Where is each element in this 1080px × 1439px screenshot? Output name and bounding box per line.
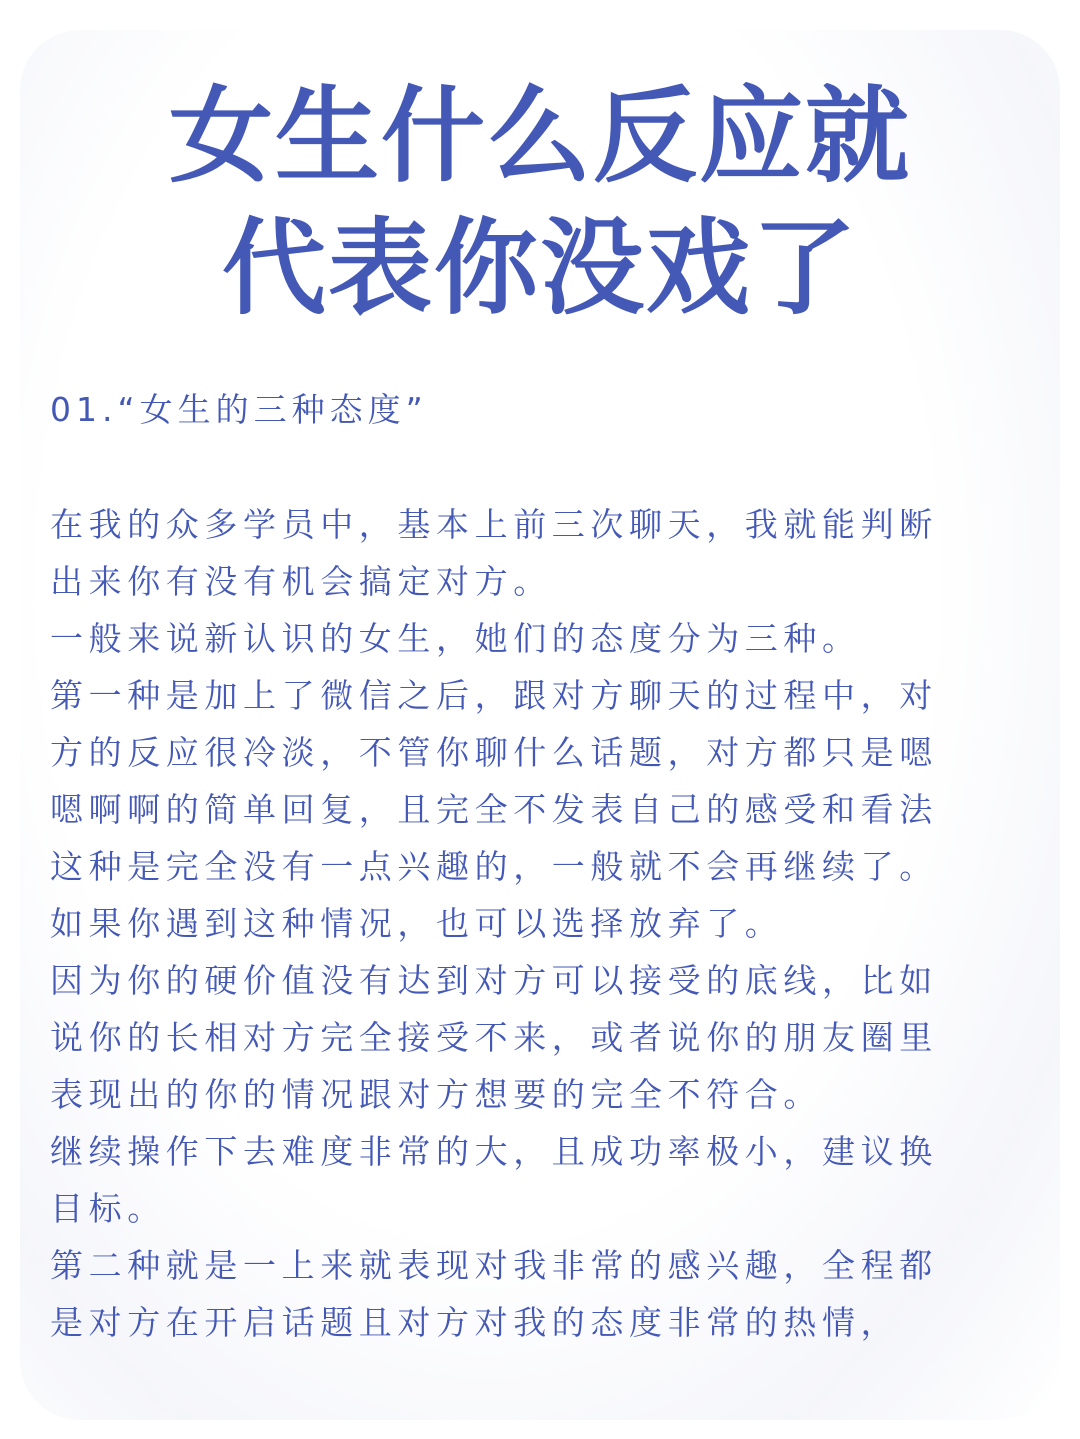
body-line: 因为你的硬价值没有达到对方可以接受的底线，比如: [50, 961, 938, 1000]
body-line: 是对方在开启话题且对方对我的态度非常的热情，: [50, 1303, 900, 1342]
body-line: 表现出的你的情况跟对方想要的完全不符合。: [50, 1075, 822, 1114]
section-heading: 01.“女生的三种态度”: [50, 390, 428, 429]
body-line: 在我的众多学员中，基本上前三次聊天，我就能判断: [50, 505, 938, 544]
body-paragraphs: [50, 496, 1035, 1351]
body-line: 说你的长相对方完全接受不来，或者说你的朋友圈里: [50, 1018, 938, 1057]
title-line-1: 女生什么反应就: [168, 75, 911, 197]
body-line: 方的反应很冷淡，不管你聊什么话题，对方都只是嗯: [50, 733, 938, 772]
body-line: 如果你遇到这种情况，也可以选择放弃了。: [50, 904, 784, 943]
body-line: 继续操作下去难度非常的大，且成功率极小，建议换: [50, 1132, 938, 1171]
body-line: 目标。: [50, 1189, 166, 1228]
body-line: 这种是完全没有一点兴趣的，一般就不会再继续了。: [50, 847, 938, 886]
body-line: 嗯啊啊的简单回复，且完全不发表自己的感受和看法: [50, 790, 938, 829]
body-line: 第二种就是一上来就表现对我非常的感兴趣，全程都: [50, 1246, 938, 1285]
body-line: 第一种是加上了微信之后，跟对方聊天的过程中，对: [50, 676, 938, 715]
title-line-2: 代表你没戏了: [221, 207, 858, 329]
body-line: 出来你有没有机会搞定对方。: [50, 562, 552, 601]
body-line: 一般来说新认识的女生，她们的态度分为三种。: [50, 619, 861, 658]
page-title: [0, 70, 1080, 334]
